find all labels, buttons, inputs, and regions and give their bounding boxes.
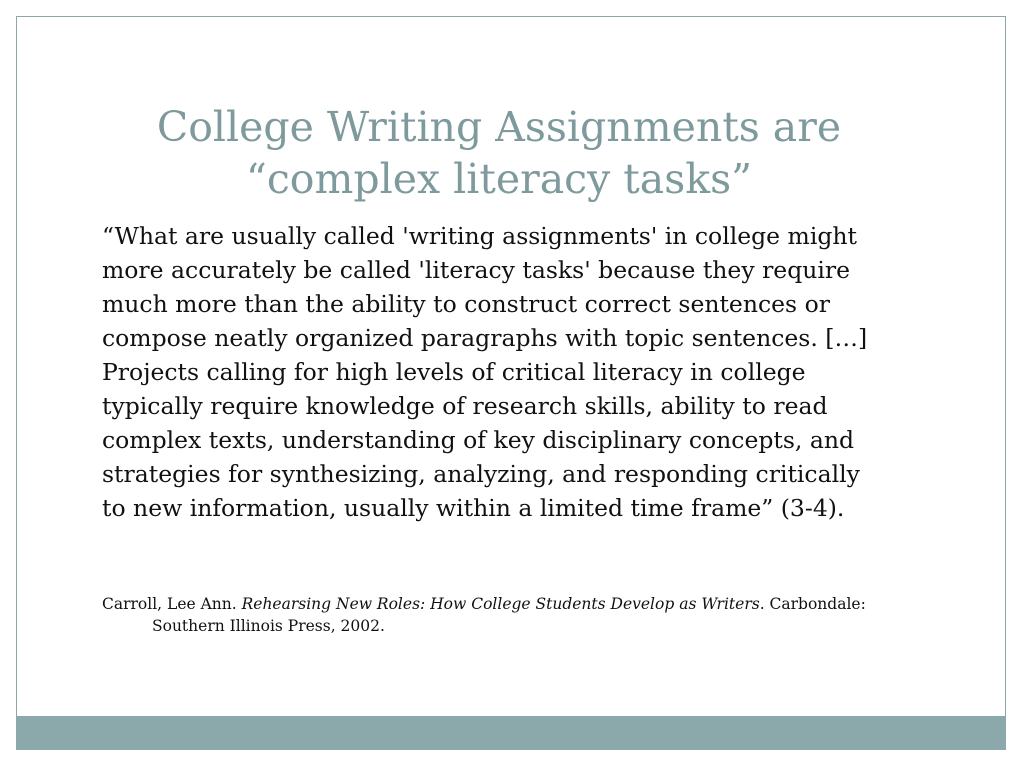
- title-line-2: “complex literacy tasks”: [245, 155, 753, 203]
- quote-line: strategies for synthesizing, analyzing, and responding critically: [102, 460, 860, 488]
- citation-line-1: [102, 593, 902, 615]
- quote-line: to new information, usually within a limited time frame” (3-4).: [102, 494, 845, 522]
- slide-title: [17, 101, 981, 205]
- citation-line-2: Southern Illinois Press, 2002.: [152, 617, 385, 635]
- quote-line: complex texts, understanding of key disciplinary concepts, and: [102, 426, 855, 454]
- quote-line: more accurately be called 'literacy tasks' because they require: [102, 256, 851, 284]
- title-line-1: College Writing Assignments are: [156, 103, 842, 151]
- quote-line: much more than the ability to construct correct sentences or: [102, 290, 830, 318]
- quote-line: Projects calling for high levels of critical literacy in college: [102, 358, 806, 386]
- citation-publisher: . Carbondale:: [759, 595, 866, 613]
- quote-line: compose neatly organized paragraphs with topic sentences. […]: [102, 324, 868, 352]
- quote-body: [102, 219, 902, 525]
- citation-book-title: Rehearsing New Roles: How College Students Develop as Writers: [241, 595, 760, 613]
- footer-bar: [16, 716, 1006, 750]
- quote-line: typically require knowledge of research skills, ability to read: [102, 392, 828, 420]
- quote-line: “What are usually called 'writing assignments' in college might: [102, 222, 857, 250]
- citation: [102, 593, 902, 637]
- citation-author: Carroll, Lee Ann.: [102, 595, 242, 613]
